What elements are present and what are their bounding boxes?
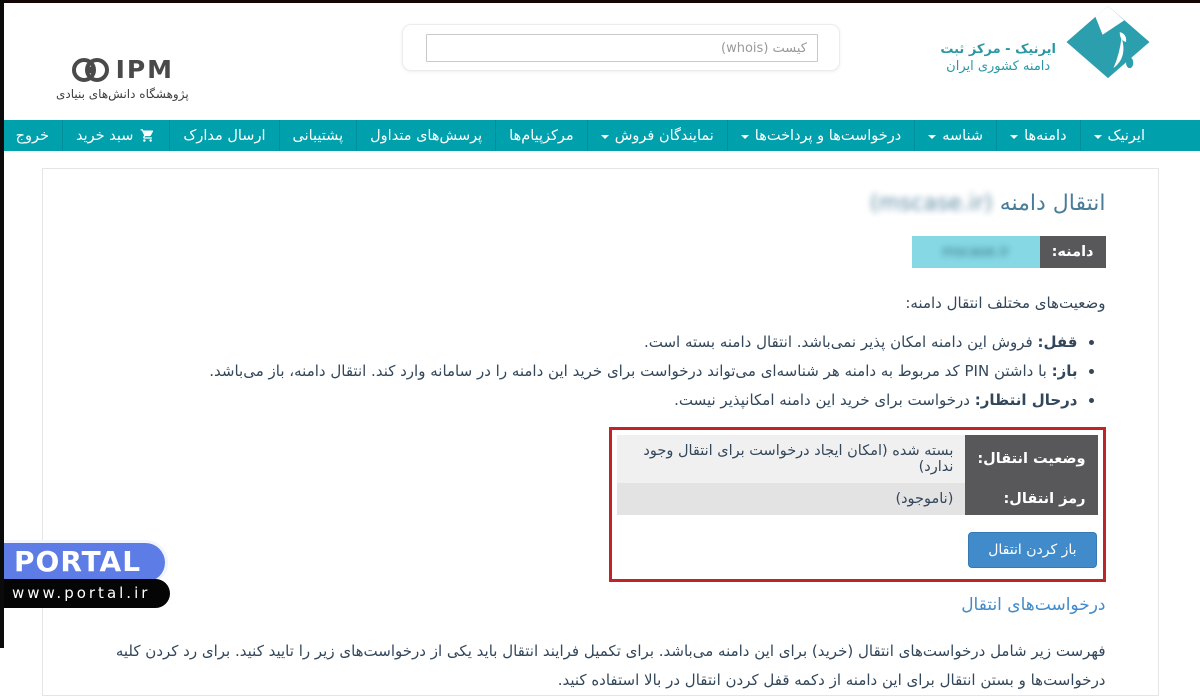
chevron-down-icon: [928, 135, 936, 139]
state-term: درحال انتظار:: [974, 391, 1078, 409]
transfer-requests-heading: درخواست‌های انتقال: [961, 595, 1106, 615]
nic-logo[interactable]: [940, 5, 1154, 79]
nav-item-resellers[interactable]: [587, 120, 727, 151]
transfer-states-intro: وضعیت‌های مختلف انتقال دامنه:: [905, 294, 1106, 312]
nav-item-send-documents[interactable]: [169, 120, 278, 151]
nav-item-support[interactable]: [279, 120, 357, 151]
main-navbar: [0, 120, 1200, 151]
portal-watermark-url: www.portal.ir: [0, 579, 170, 608]
nav-item-faq[interactable]: [356, 120, 495, 151]
nic-logo-text: ایرنیک - مرکز ثبت دامنه کشوری ایران: [940, 42, 1056, 74]
nav-item-label: شناسه: [942, 127, 984, 144]
domain-value-blurred: mscase.ir: [941, 244, 1010, 260]
domain-value-cell: [912, 236, 1040, 268]
ipm-circles-icon: [71, 56, 111, 84]
state-term: باز:: [1051, 362, 1078, 380]
nav-item-irnic[interactable]: [1080, 120, 1158, 151]
state-open-item: [95, 357, 1078, 386]
transfer-password-label: رمز انتقال:: [965, 483, 1097, 515]
nav-item-message-center[interactable]: [495, 120, 587, 151]
nav-item-logout[interactable]: [3, 120, 62, 151]
content-card: [42, 168, 1159, 696]
nav-item-domains[interactable]: [996, 120, 1079, 151]
state-text: درخواست برای خرید این دامنه امکانپذیر نیست.: [674, 391, 975, 409]
state-text: فروش این دامنه امکان پذیر نمی‌باشد. انتقال دامنه بسته است.: [643, 333, 1038, 351]
whois-search-box: [402, 24, 840, 71]
transfer-requests-paragraph: فهرست زیر شامل درخواست‌های انتقال (خرید) برای این دامنه می‌باشد. برای تکمیل فرایند انتقال باید یکی از درخواست‌های زیر را تایید کنید. برای رد کردن کلیه درخواست‌ها و بستن انتقال برای این دامنه از دکمه قفل کردن انتقال در بالا استفاده کنید.: [115, 642, 1106, 689]
screenshot-left-edge: [0, 0, 4, 648]
cart-icon: [139, 128, 156, 143]
site-header: [0, 0, 1200, 120]
nav-item-label: دامنه‌ها: [1024, 127, 1067, 144]
whois-search-input[interactable]: [426, 34, 818, 62]
portal-watermark-badge: PORTAL: [0, 540, 168, 585]
open-transfer-button[interactable]: باز کردن انتقال: [968, 532, 1096, 568]
domain-summary-row: [912, 236, 1106, 268]
nav-item-label: خروج: [15, 127, 49, 144]
nav-item-label: پرسش‌های متداول: [370, 127, 483, 144]
nav-item-label: درخواست‌ها و پرداخت‌ها: [754, 127, 902, 144]
nic-diamond-icon: [1062, 5, 1154, 79]
transfer-status-label: وضعیت انتقال:: [965, 435, 1097, 483]
ipm-logo[interactable]: [56, 55, 189, 101]
transfer-status-value: بسته شده (امکان ایجاد درخواست برای انتقال وجود ندارد): [617, 435, 966, 483]
page-title-text: انتقال دامنه: [999, 191, 1106, 216]
ipm-logo-text: IPM: [115, 55, 175, 84]
state-text: با داشتن PIN کد مربوط به دامنه هر شناسه‌ای می‌تواند درخواست برای خرید این دامنه را در سامانه وارد کند. انتقال دامنه، باز می‌باشد.: [209, 362, 1052, 380]
nav-item-label: ارسال مدارک: [183, 127, 266, 144]
screenshot-top-edge: [0, 0, 1200, 3]
state-locked-item: [95, 328, 1078, 357]
transfer-status-table: [617, 435, 1098, 515]
table-row: [617, 435, 1098, 483]
table-row: [617, 483, 1098, 515]
chevron-down-icon: [601, 135, 609, 139]
chevron-down-icon: [741, 135, 749, 139]
nav-item-requests-payments[interactable]: [727, 120, 914, 151]
page-title-domain-blurred: (mscase.ir): [869, 191, 993, 216]
state-pending-item: [95, 386, 1078, 415]
nav-item-label: سبد خرید: [76, 127, 134, 144]
nav-item-cart[interactable]: [62, 120, 169, 151]
chevron-down-icon: [1094, 135, 1102, 139]
nav-item-label: مرکزپیام‌ها: [509, 127, 574, 144]
ipm-subtitle: پژوهشگاه دانش‌های بنیادی: [56, 87, 189, 101]
nav-item-label: نمایندگان فروش: [614, 127, 714, 144]
state-term: قفل:: [1037, 333, 1078, 351]
chevron-down-icon: [1010, 135, 1018, 139]
nav-item-handle[interactable]: [914, 120, 996, 151]
nav-item-label: ایرنیک: [1107, 127, 1145, 144]
page-title: [95, 191, 1106, 216]
domain-label-cell: دامنه:: [1040, 236, 1106, 268]
annotation-red-box: [609, 427, 1106, 582]
nav-item-label: پشتیبانی: [292, 127, 344, 144]
transfer-states-list: [95, 328, 1078, 415]
transfer-password-value: (ناموجود): [617, 483, 966, 515]
